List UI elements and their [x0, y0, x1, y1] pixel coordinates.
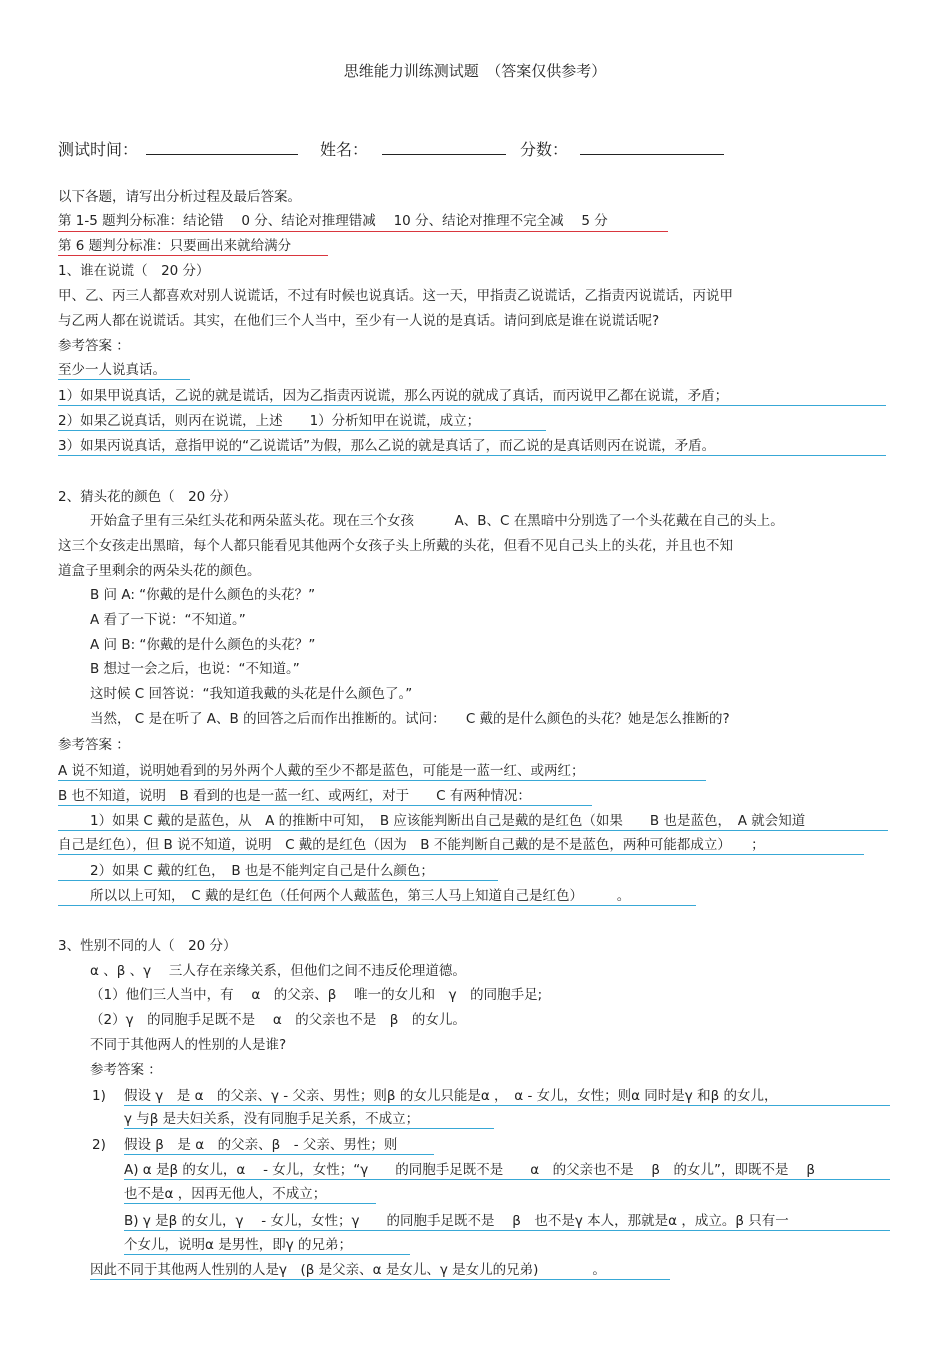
- q2-dialogue-line: 这时候 C 回答说：“我知道我戴的头花是什么颜色了。”: [90, 686, 413, 702]
- blue-underline: [58, 455, 886, 456]
- q3-text-line: （1）他们三人当中，有 α 的父亲、β 唯一的女儿和 γ 的同胞手足;: [90, 987, 543, 1003]
- blue-underline: [58, 780, 706, 781]
- q1-text-line: 甲、乙、丙三人都喜欢对别人说谎话，不过有时候也说真话。这一天，甲指责乙说谎话，乙指责丙说谎话，丙说甲: [58, 288, 733, 304]
- scoring-rule-1: 第 1-5 题判分标准：结论错 0 分、结论对推理错减 10 分、结论对推理不完全减 5 分: [58, 213, 608, 229]
- q2-text-line: 道盒子里剩余的两朵头花的颜色。: [58, 563, 261, 579]
- q3-answer-label: 参考答案 ：: [90, 1062, 162, 1078]
- page-title: 思维能力训练测试题 （答案仅供参考）: [343, 62, 607, 80]
- q1-answer-label: 参考答案 ：: [58, 338, 130, 354]
- scoring-rule-2: 第 6 题判分标准：只要画出来就给满分: [58, 238, 292, 254]
- q3-case-number: 1): [92, 1088, 106, 1104]
- q2-answer-line: A 说不知道，说明她看到的另外两个人戴的至少不都是蓝色，可能是一蓝一红、或两红；: [58, 763, 585, 779]
- q2-dialogue-line: B 问 A: “你戴的是什么颜色的头花？”: [90, 587, 316, 603]
- name-field[interactable]: [382, 136, 506, 155]
- q1-text-line: 与乙两人都在说谎话。其实，在他们三个人当中，至少有一人说的是真话。请问到底是谁在说谎话呢?: [58, 313, 660, 329]
- q2-dialogue-line: A 问 B: “你戴的是什么颜色的头花？”: [90, 637, 316, 653]
- blue-underline: [124, 1154, 434, 1155]
- q2-dialogue-line: A 看了一下说：“不知道。”: [90, 612, 246, 628]
- red-underline: [58, 255, 328, 256]
- q3-answer-line: γ 与β 是夫妇关系，没有同胞手足关系，不成立；: [124, 1111, 420, 1127]
- blue-underline: [58, 379, 190, 380]
- q3-answer-line: 个女儿，说明α 是男性，即γ 的兄弟；: [124, 1237, 352, 1253]
- q1-answer-line: 至少一人说真话。: [58, 362, 166, 378]
- q1-answer-line: 2）如果乙说真话，则丙在说谎，上述 1）分析知甲在说谎，成立；: [58, 413, 481, 429]
- q2-answer-line: 2）如果 C 戴的红色， B 也是不能判定自己是什么颜色；: [90, 863, 434, 879]
- q3-text-line: α 、β 、γ 三人存在亲缘关系，但他们之间不违反伦理道德。: [90, 963, 466, 979]
- q2-dialogue-line: B 想过一会之后，也说：“不知道。”: [90, 661, 300, 677]
- q3-question-line: 不同于其他两人的性别的人是谁?: [90, 1037, 287, 1053]
- blue-underline: [58, 430, 546, 431]
- test-info-row: [58, 136, 724, 159]
- blue-underline: [58, 880, 498, 881]
- q2-answer-line: 1）如果 C 戴的是蓝色，从 A 的推断中可知， B 应该能判断出自己是戴的是红色（如果 B 也是蓝色， A 就会知道: [90, 813, 806, 829]
- blue-underline: [124, 1179, 890, 1180]
- name-label: 姓名：: [320, 140, 369, 159]
- q1-heading: 1、谁在说谎（ 20 分）: [58, 263, 210, 279]
- q3-conclusion: 因此不同于其他两人性别的人是γ (β 是父亲、α 是女儿、γ 是女儿的兄弟) 。: [90, 1262, 606, 1278]
- q2-answer-label: 参考答案 ：: [58, 737, 130, 753]
- blue-underline: [124, 1230, 890, 1231]
- blue-underline: [58, 905, 696, 906]
- q3-heading: 3、性别不同的人（ 20 分）: [58, 938, 237, 954]
- time-field[interactable]: [146, 136, 298, 155]
- q3-answer-line: 假设 γ 是 α 的父亲、γ - 父亲、男性；则β 的女儿只能是α ， α - 女儿，女性；则α 同时是γ 和β 的女儿，: [124, 1088, 778, 1104]
- time-label: 测试时间：: [58, 140, 139, 159]
- blue-underline: [124, 1203, 376, 1204]
- score-field[interactable]: [580, 136, 724, 155]
- q3-answer-line: 也不是α ，因再无他人，不成立；: [124, 1186, 327, 1202]
- blue-underline: [124, 1254, 410, 1255]
- q3-answer-line: B) γ 是β 的女儿，γ - 女儿，女性；γ 的同胞手足既不是 β 也不是γ 本人，那就是α ，成立。β 只有一: [124, 1213, 789, 1229]
- q3-answer-line: A) α 是β 的女儿，α - 女儿，女性；“γ 的同胞手足既不是 α 的父亲也不是 β 的女儿”，即既不是 β: [124, 1162, 815, 1178]
- q3-answer-line: 假设 β 是 α 的父亲、β - 父亲、男性；则: [124, 1137, 398, 1153]
- blue-underline: [58, 854, 864, 855]
- score-label: 分数：: [520, 140, 569, 159]
- blue-underline: [58, 805, 592, 806]
- q2-text-line: 这三个女孩走出黑暗，每个人都只能看见其他两个女孩子头上所戴的头花，但看不见自己头上的头花，并且也不知: [58, 538, 733, 554]
- red-underline: [58, 231, 668, 232]
- q3-text-line: （2）γ 的同胞手足既不是 α 的父亲也不是 β 的女儿。: [90, 1012, 466, 1028]
- q2-answer-line: B 也不知道，说明 B 看到的也是一蓝一红、或两红，对于 C 有两种情况：: [58, 788, 531, 804]
- q2-heading: 2、猜头花的颜色（ 20 分）: [58, 489, 237, 505]
- q1-answer-line: 1）如果甲说真话，乙说的就是谎话，因为乙指责丙说谎，那么丙说的就成了真话，而丙说甲乙都在说谎，矛盾；: [58, 388, 729, 404]
- blue-underline: [124, 1128, 494, 1129]
- q3-case-number: 2): [92, 1137, 106, 1153]
- blue-underline: [90, 1279, 670, 1280]
- q2-text-line: 开始盒子里有三朵红头花和两朵蓝头花。现在三个女孩 A、B、C 在黑暗中分别选了一个头花戴在自己的头上。: [90, 513, 784, 529]
- q2-answer-line: 自己是红色），但 B 说不知道，说明 C 戴的是红色（因为 B 不能判断自己戴的是不是蓝色，两种可能都成立） ；: [58, 837, 765, 853]
- blue-underline: [58, 405, 886, 406]
- q2-answer-line: 所以以上可知， C 戴的是红色（任何两个人戴蓝色，第三人马上知道自己是红色） 。: [90, 888, 631, 904]
- blue-underline: [58, 830, 888, 831]
- blue-underline: [124, 1105, 890, 1106]
- q2-question-line: 当然， C 是在听了 A、B 的回答之后而作出推断的。试问： C 戴的是什么颜色的头花？她是怎么推断的?: [90, 711, 730, 727]
- intro-text: 以下各题，请写出分析过程及最后答案。: [58, 189, 301, 205]
- q1-answer-line: 3）如果丙说真话，意指甲说的“乙说谎话”为假，那么乙说的就是真话了，而乙说的是真话则丙在说谎，矛盾。: [58, 438, 716, 454]
